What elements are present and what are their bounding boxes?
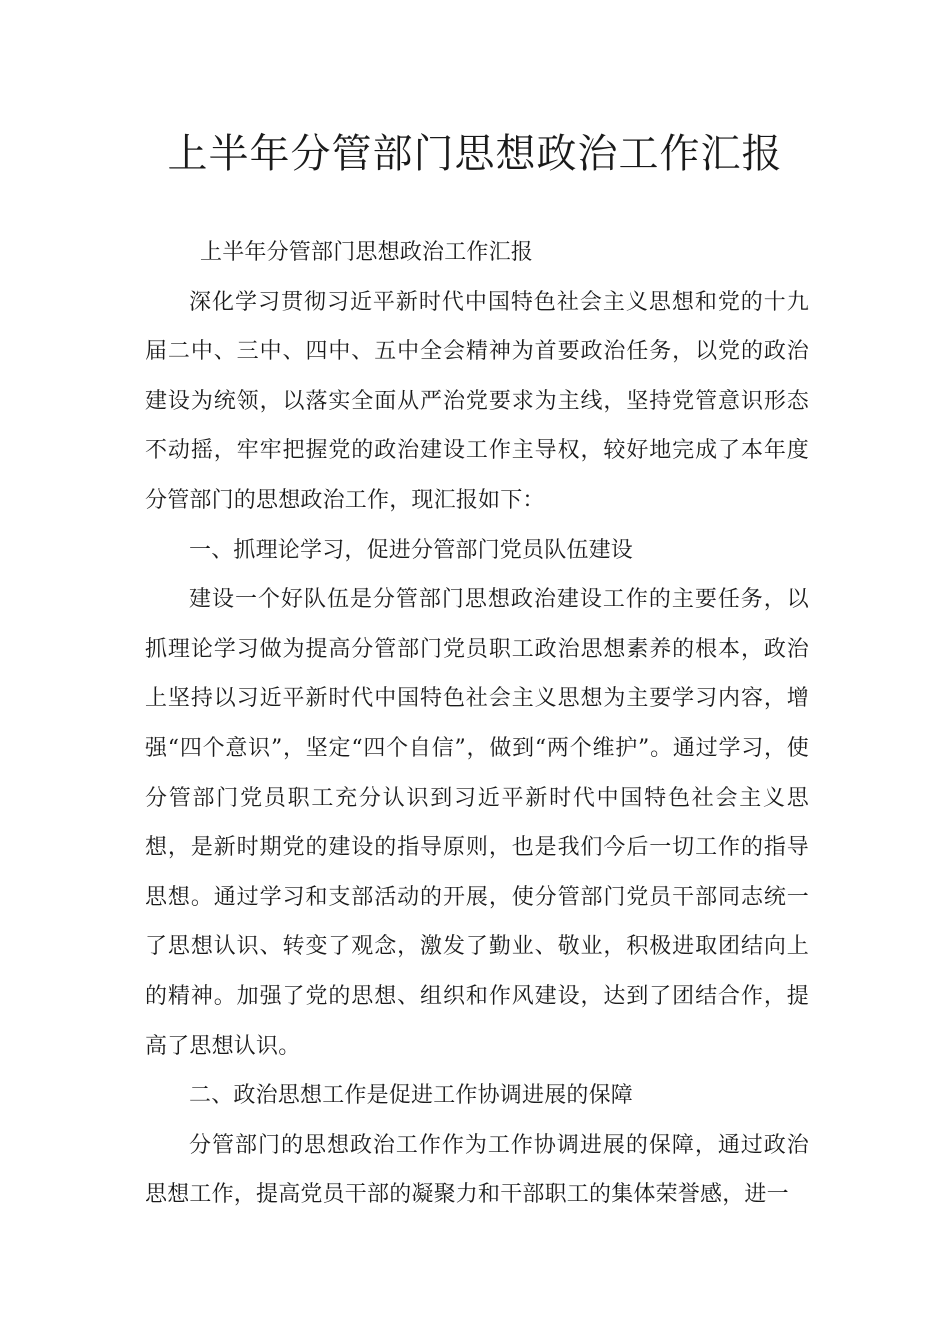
document-title: 上半年分管部门思想政治工作汇报	[167, 131, 783, 177]
section-1-paragraph: 建设一个好队伍是分管部门思想政治建设工作的主要任务，以抓理论学习做为提高分管部门党员职工政治思想素养的根本，政治上坚持以习近平新时代中国特色社会主义思想为主要学习内容，增强“四个意识”，坚定“四个自信”，做到“两个维护”。通过学习，使分管部门党员职工充分认识到习近平新时代中国特色社会主义思想，是新时期党的建设的指导原则，也是我们今后一切工作的指导思想。通过学习和支部活动的开展，使分管部门党员干部同志统一了思想认识、转变了观念，激发了勤业、敬业，积极进取团结向上的精神。加强了党的思想、组织和作风建设，达到了团结合作，提高了思想认识。	[145, 587, 809, 1059]
document-body	[145, 228, 809, 1220]
section-2-paragraph: 分管部门的思想政治工作作为工作协调进展的保障，通过政治思想工作，提高党员干部的凝聚力和干部职工的集体荣誉感，进一	[145, 1132, 809, 1208]
document-subtitle: 上半年分管部门思想政治工作汇报	[200, 240, 534, 265]
section-heading-1: 一、抓理论学习，促进分管部门党员队伍建设	[189, 537, 634, 563]
section-heading-2: 二、政治思想工作是促进工作协调进展的保障	[189, 1083, 634, 1109]
intro-paragraph: 深化学习贯彻习近平新时代中国特色社会主义思想和党的十九届二中、三中、四中、五中全会精神为首要政治任务，以党的政治建设为统领，以落实全面从严治党要求为主线，坚持党管意识形态不动摇，牢牢把握党的政治建设工作主导权，较好地完成了本年度分管部门的思想政治工作，现汇报如下：	[145, 289, 809, 513]
